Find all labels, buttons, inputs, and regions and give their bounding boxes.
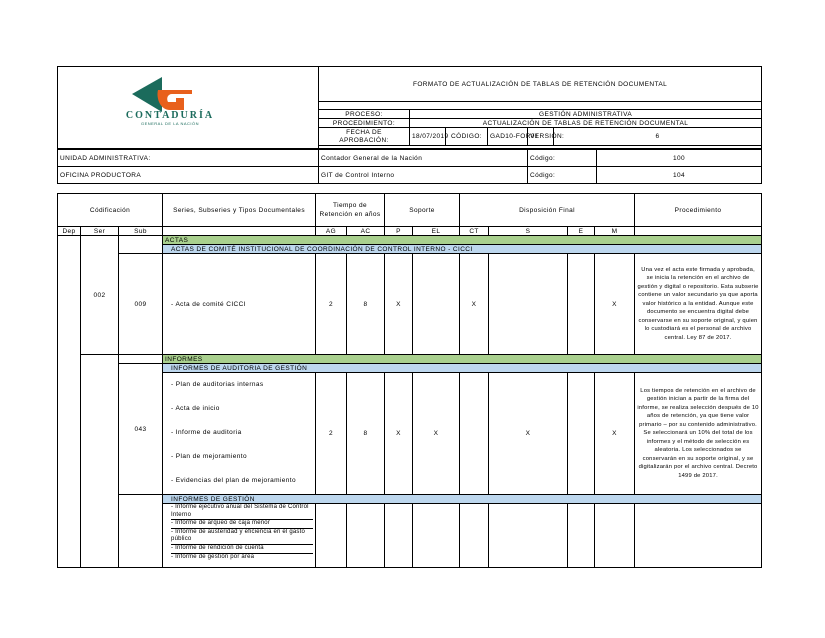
auditoria-tipo: - Plan de mejoramiento	[171, 453, 248, 460]
subseries-row-gestion: INFORMES DE GESTIÓN	[163, 495, 762, 504]
gestion-tipo: - Informe de austeridad y eficiencia en el gasto público	[171, 529, 313, 545]
op-code-label: Código:	[528, 167, 597, 184]
op-label: OFICINA PRODUCTORA	[58, 167, 319, 184]
auditoria-sub: 043	[119, 364, 163, 495]
actas-ag: 2	[316, 254, 347, 355]
col-el: EL	[413, 227, 460, 236]
actas-tipo: - Acta de comité CICCI	[163, 254, 316, 355]
logo-subtitle: GENERAL DE LA NACIÓN	[140, 121, 200, 126]
auditoria-m: X	[595, 373, 635, 495]
col-ag: AG	[316, 227, 347, 236]
op-value: GIT de Control Interno	[319, 167, 528, 184]
procedimiento-value: ACTUALIZACIÓN DE TABLAS DE RETENCIÓN DOCUMENTAL	[410, 119, 762, 128]
col-codificacion: Códificación	[58, 194, 163, 227]
auditoria-p: X	[385, 373, 413, 495]
proceso-value: GESTIÓN ADMINISTRATIVA	[410, 110, 762, 119]
auditoria-ag: 2	[316, 373, 347, 495]
gestion-tipo: - Informe de gestión por área	[171, 553, 255, 560]
col-procedimiento: Procedimiento	[635, 194, 762, 227]
retention-table	[57, 193, 762, 568]
col-ser: Ser	[81, 227, 119, 236]
actas-sub: 009	[119, 254, 163, 355]
col-disposicion: Disposición Final	[460, 194, 635, 227]
gestion-tipo: - Informe de arqueo de caja menor	[171, 520, 313, 529]
codigo-value: GAD10-FOR01	[488, 128, 528, 146]
col-ac: AC	[347, 227, 385, 236]
ua-value: Contador General de la Nación	[319, 150, 528, 167]
fecha-label: FECHA DE APROBACIÓN:	[319, 128, 410, 146]
format-title: FORMATO DE ACTUALIZACIÓN DE TABLAS DE RETENCIÓN DOCUMENTAL	[319, 67, 762, 102]
op-code: 104	[597, 167, 762, 184]
actas-procedimiento: Una vez el acta este firmada y aprobada, se inicia la retención en el archivo de gestión y digital o repositorio. Esta subserie contiene un valor secundario ya que aporta valor histórico a la entidad. Aunque este documento se encuentra digital debe conservarse en su soporte original, y quien lo custodiará es el personal de archivo central. Ley 87 de 2017.	[635, 254, 762, 355]
col-s: S	[489, 227, 568, 236]
col-soporte: Soporte	[385, 194, 460, 227]
gestion-tipos	[163, 504, 316, 568]
series-row-informes: INFORMES	[163, 355, 762, 364]
auditoria-tipo: - Informe de auditoria	[171, 429, 242, 436]
dep-cell	[58, 236, 81, 568]
col-e: E	[568, 227, 595, 236]
ua-code: 100	[597, 150, 762, 167]
version-label: VERSIÓN:	[528, 128, 554, 146]
auditoria-s: X	[489, 373, 568, 495]
ua-label: UNIDAD ADMINISTRATIVA:	[58, 150, 319, 167]
gestion-tipo: - Informe de rendición de cuenta	[171, 545, 313, 554]
procedimiento-label: PROCEDIMIENTO:	[319, 119, 410, 128]
auditoria-tipos	[163, 373, 316, 495]
col-tiempo: Tiempo de Retención en años	[316, 194, 385, 227]
logo-name: CONTADURÍA	[125, 110, 215, 121]
subseries-row-auditoria: INFORMES DE AUDITORIA DE GESTIÓN	[163, 364, 762, 373]
col-m: M	[595, 227, 635, 236]
actas-ser: 002	[81, 236, 119, 355]
col-dep: Dep	[58, 227, 81, 236]
units-table	[57, 149, 762, 184]
auditoria-tipo: - Acta de inicio	[171, 405, 220, 412]
version-value: 6	[554, 128, 762, 146]
fecha-value: 18/07/2019	[410, 128, 446, 146]
header-table	[57, 66, 762, 149]
codigo-label: CÓDIGO:	[446, 128, 488, 146]
gestion-tipo: - Informe ejecutivo anual del Sistema de Control Interno	[171, 504, 313, 520]
logo-cell	[58, 67, 319, 149]
actas-m: X	[595, 254, 635, 355]
auditoria-tipo: - Evidencias del plan de mejoramiento	[171, 477, 297, 484]
col-ct: CT	[460, 227, 489, 236]
ua-code-label: Código:	[528, 150, 597, 167]
auditoria-el: X	[413, 373, 460, 495]
col-p: P	[385, 227, 413, 236]
col-sub: Sub	[119, 227, 163, 236]
actas-p: X	[385, 254, 413, 355]
auditoria-procedimiento: Los tiempos de retención en el archivo de gestión inician a partir de la firma del informe, se realiza selección después de 10 años de retención, ya que tiene valor primario – por su contenido administrativo. Se seleccionará un 10% del total de los informes y el método de selección es aleatoria. Los seleccionados se conservarán en su soporte original, y se digitalizarán por el archivo central. Decreto 1499 de 2017.	[635, 373, 762, 495]
proceso-label: PROCESO:	[319, 110, 410, 119]
subseries-row-actas: ACTAS DE COMITÉ INSTITUCIONAL DE COORDINACIÓN DE CONTROL INTERNO - CICCI	[163, 245, 762, 254]
auditoria-tipo: - Plan de auditorias internas	[171, 381, 264, 388]
series-row-actas: ACTAS	[163, 236, 762, 245]
actas-ac: 8	[347, 254, 385, 355]
col-series: Series, Subseries y Tipos Documentales	[163, 194, 316, 227]
actas-ct: X	[460, 254, 489, 355]
auditoria-ac: 8	[347, 373, 385, 495]
